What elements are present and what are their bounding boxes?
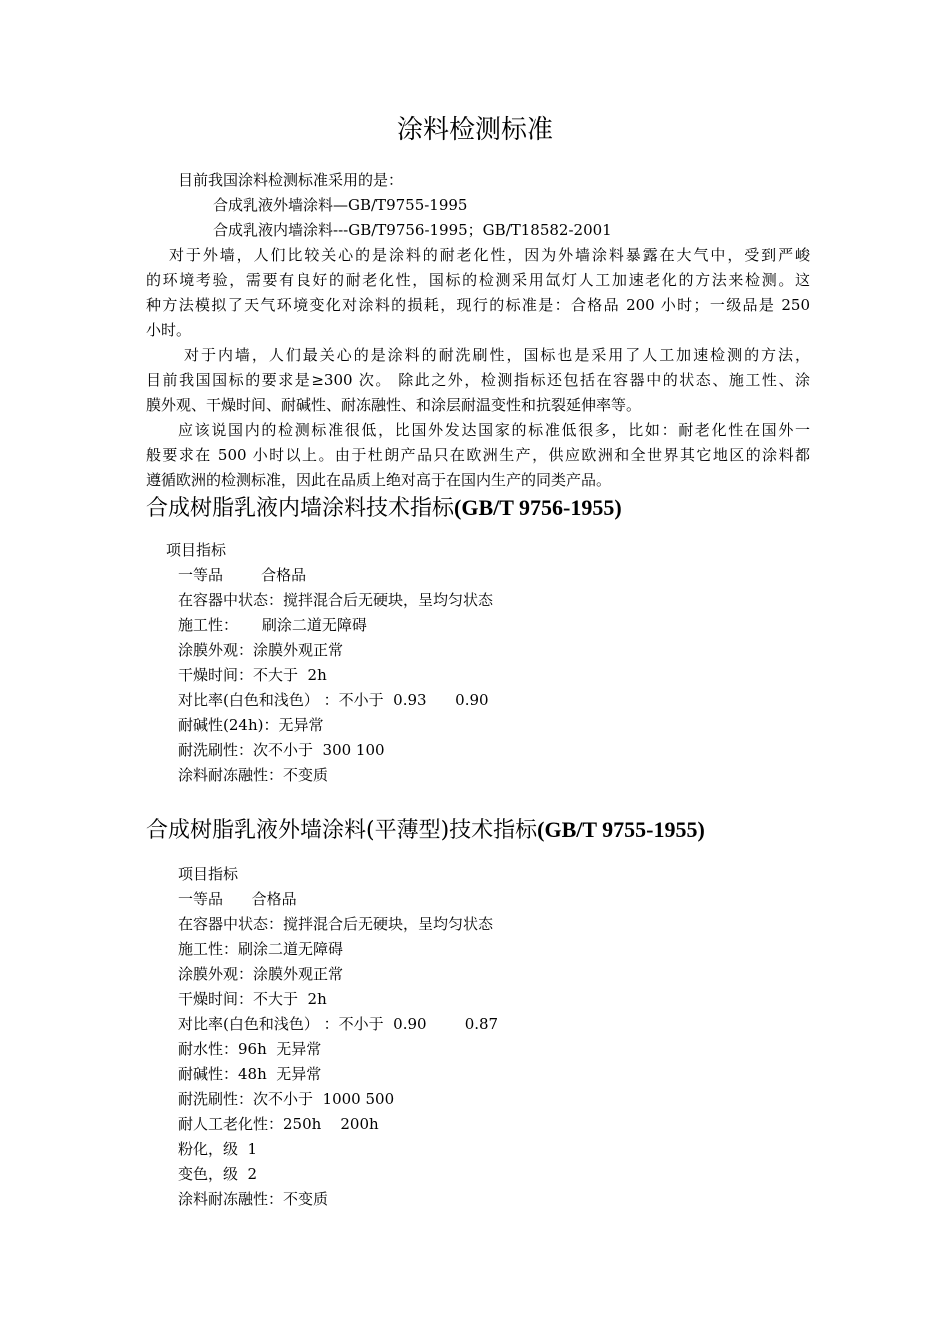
section-heading-exterior-text: 合成树脂乳液外墙涂料(平薄型)技术指标 xyxy=(146,818,538,843)
interior-spec-list xyxy=(166,538,494,788)
intro-paragraph-exterior-line-3: 种方法模拟了天气环境变化对涂料的损耗，现行的标准是：合格品 200 小时；一级品是 250 xyxy=(146,296,810,314)
interior-spec-row: 涂料耐冻融性：不变质 xyxy=(178,766,329,784)
intro-paragraph-interior-line-1: 对于内墙，人们最关心的是涂料的耐洗刷性，国标也是采用了人工加速检测的方法， xyxy=(184,346,810,364)
exterior-spec-list xyxy=(178,862,498,1212)
exterior-spec-row: 干燥时间：不大于 2h xyxy=(178,990,327,1008)
exterior-spec-row: 一等品 合格品 xyxy=(178,890,297,908)
interior-spec-row: 施工性： 刷涂二道无障碍 xyxy=(178,616,367,634)
interior-spec-row: 涂膜外观：涂膜外观正常 xyxy=(178,641,344,659)
exterior-spec-row: 项目指标 xyxy=(178,865,239,883)
intro-paragraph-exterior-line-2: 的环境考验，需要有良好的耐老化性，国标的检测采用氙灯人工加速老化的方法来检测。这 xyxy=(146,271,810,289)
interior-spec-row: 项目指标 xyxy=(166,541,227,559)
intro-standard-exterior: 合成乳液外墙涂料—GB/T9755-1995 xyxy=(213,196,468,214)
interior-spec-row: 干燥时间：不大于 2h xyxy=(178,666,327,684)
intro-paragraph-interior-line-2: 目前我国国标的要求是≥300 次。 除此之外，检测指标还包括在容器中的状态、施工性、涂 xyxy=(146,371,810,389)
exterior-spec-row: 耐人工老化性：250h 200h xyxy=(178,1115,379,1133)
exterior-spec-row: 对比率(白色和浅色） ：不小于 0.90 0.87 xyxy=(178,1015,499,1033)
interior-spec-row: 耐洗刷性：次不小于 300 100 xyxy=(178,741,385,759)
exterior-spec-row: 耐洗刷性：次不小于 1000 500 xyxy=(178,1090,395,1108)
interior-spec-row: 对比率(白色和浅色） ：不小于 0.93 0.90 xyxy=(178,691,489,709)
intro-paragraph-exterior-line-1: 对于外墙，人们比较关心的是涂料的耐老化性，因为外墙涂料暴露在大气中，受到严峻 xyxy=(169,246,810,264)
interior-spec-row: 耐碱性(24h)：无异常 xyxy=(178,716,324,734)
section-heading-interior xyxy=(146,493,622,524)
interior-spec-row: 一等品 合格品 xyxy=(178,566,307,584)
page-title: 涂料检测标准 xyxy=(396,115,553,145)
exterior-spec-row: 变色，级 2 xyxy=(178,1165,258,1183)
intro-paragraph-interior-line-3: 膜外观、干燥时间、耐碱性、耐冻融性、和涂层耐温变性和抗裂延伸率等。 xyxy=(146,396,642,414)
exterior-spec-row: 耐碱性：48h 无异常 xyxy=(178,1065,322,1083)
intro-paragraph-1: 目前我国涂料检测标准采用的是： xyxy=(178,171,404,189)
intro-paragraph-exterior-line-4: 小时。 xyxy=(146,321,192,339)
intro-paragraph-standards-line-1: 应该说国内的检测标准很低，比国外发达国家的标准低很多，比如：耐老化性在国外一 xyxy=(178,421,810,439)
section-heading-interior-code: (GB/T 9756-1955) xyxy=(454,495,622,520)
interior-spec-row: 在容器中状态：搅拌混合后无硬块，呈均匀状态 xyxy=(178,591,494,609)
exterior-spec-row: 耐水性：96h 无异常 xyxy=(178,1040,322,1058)
intro-paragraph-standards-line-2: 般要求在 500 小时以上。由于杜朗产品只在欧洲生产，供应欧洲和全世界其它地区的涂料都 xyxy=(146,446,810,464)
exterior-spec-row: 在容器中状态：搅拌混合后无硬块，呈均匀状态 xyxy=(178,915,494,933)
section-heading-exterior xyxy=(146,815,705,846)
intro-standard-interior: 合成乳液内墙涂料---GB/T9756-1995；GB/T18582-2001 xyxy=(213,221,612,239)
exterior-spec-row: 施工性：刷涂二道无障碍 xyxy=(178,940,344,958)
intro-paragraph-standards-line-3: 遵循欧洲的检测标准，因此在品质上绝对高于在国内生产的同类产品。 xyxy=(146,471,612,489)
section-heading-interior-text: 合成树脂乳液内墙涂料技术指标 xyxy=(146,496,455,521)
exterior-spec-row: 涂膜外观：涂膜外观正常 xyxy=(178,965,344,983)
intro-section xyxy=(146,168,810,493)
exterior-spec-row: 涂料耐冻融性：不变质 xyxy=(178,1190,329,1208)
exterior-spec-row: 粉化，级 1 xyxy=(178,1140,258,1158)
section-heading-exterior-code: (GB/T 9755-1955) xyxy=(537,817,705,842)
